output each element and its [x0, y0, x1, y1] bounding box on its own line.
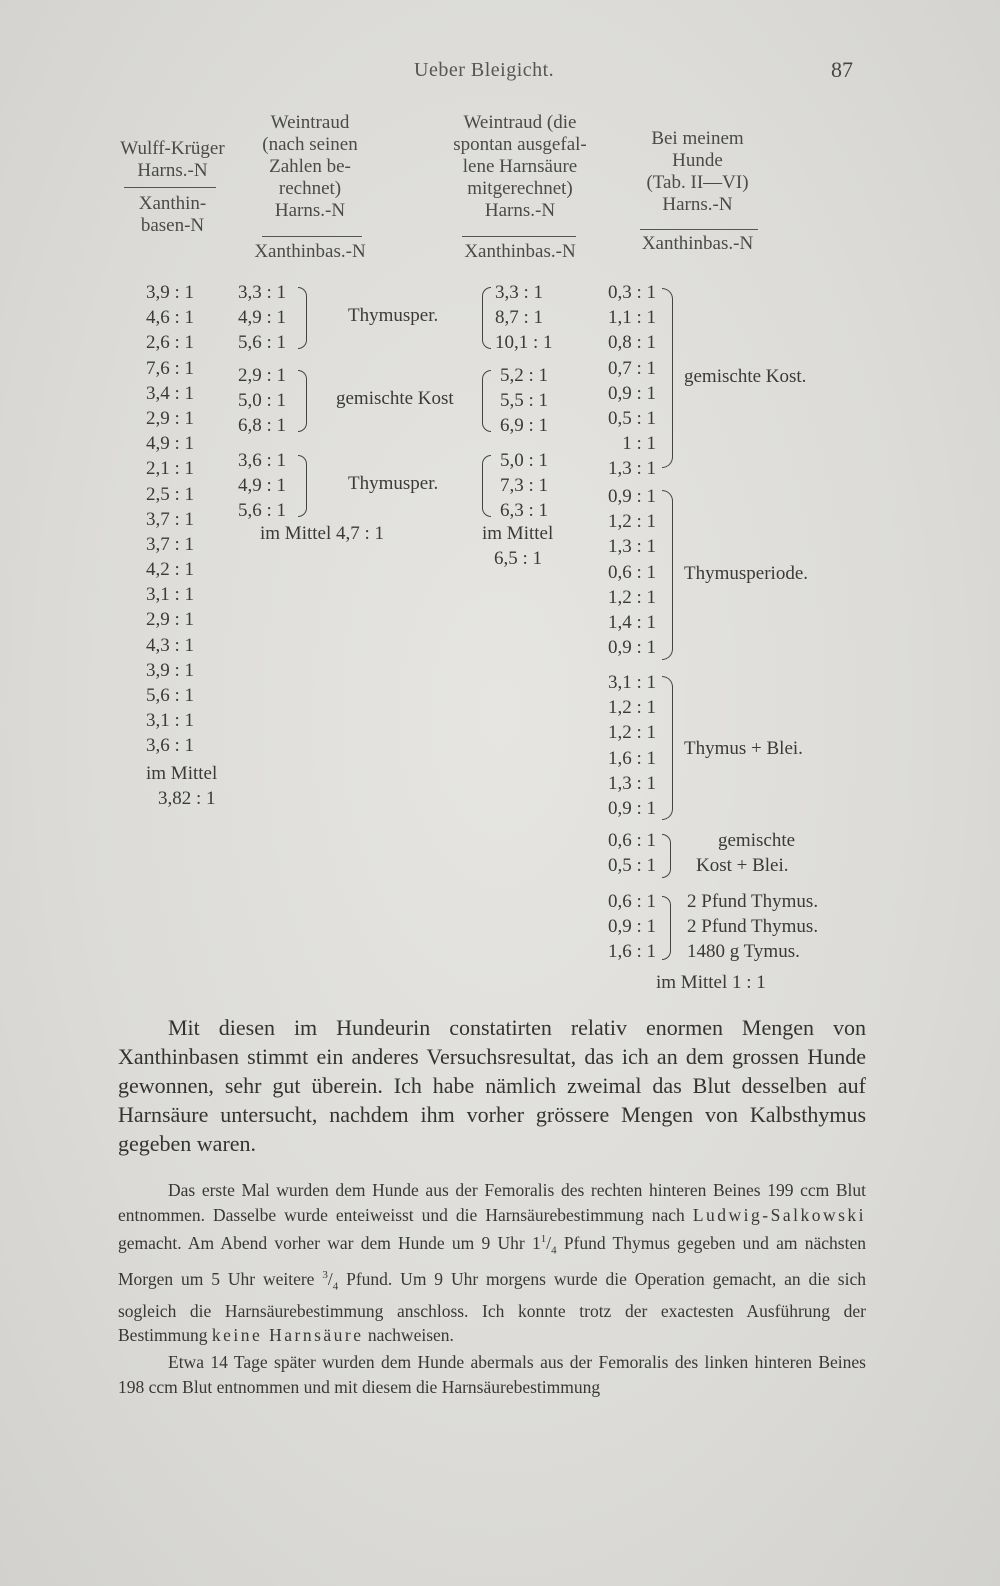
- col4-group-thymusperiode: [594, 484, 656, 660]
- table-cell: 6,9 : 1: [500, 415, 549, 437]
- table-cell: 0,9 : 1: [607, 916, 656, 938]
- table-cell: 0,9 : 1: [607, 486, 656, 507]
- middle-label-thymusper-2: Thymusper.: [348, 473, 439, 494]
- middle-label-thymusper-1: Thymusper.: [348, 305, 439, 326]
- brace-left: [482, 370, 491, 432]
- col3-group-3: [500, 448, 548, 524]
- table-cell: 4,9 : 1: [146, 433, 195, 455]
- table-cell: 7,6 : 1: [146, 357, 195, 379]
- col2-header: Weintraud (nach seinen Zahlen be- rechnet) Harns.-N: [262, 112, 358, 221]
- table-cell: 0,9 : 1: [607, 382, 656, 404]
- col3-mean-label: im Mittel: [482, 523, 554, 544]
- col1-mean-value: 3,82 : 1: [158, 788, 216, 809]
- table-cell: 3,7 : 1: [146, 533, 195, 555]
- col3-mean-value: 6,5 : 1: [494, 548, 543, 569]
- col4-group-thymus-blei: [594, 670, 656, 821]
- col3-group-2: [500, 363, 548, 439]
- table-cell: 3,3 : 1: [495, 282, 544, 303]
- table-cell: 0,6 : 1: [607, 830, 656, 851]
- col2-group-3: [238, 448, 286, 524]
- col4-group-gemischte-kost: [594, 280, 656, 482]
- table-cell: 4,9 : 1: [238, 475, 287, 497]
- middle-label-gemischte-kost: gemischte Kost: [336, 388, 454, 409]
- small-paragraph-1: Das erste Mal wurden dem Hunde aus der Femoralis des rechten hinteren Beines 199 ccm Blut entnommen. Dasselbe wurde enteiweisst und die Harnsäurebestimmung nach Ludwig-Salkowski gemacht. Am Abend vorher war dem Hunde um 9 Uhr $1^1/_4$ Pfund Thymus gegeben und am nächsten Morgen um 5 Uhr weitere $^3/_4$ Pfund. Um 9 Uhr morgens wurde die Operation gemacht, an die sich sogleich die Harnsäurebestimmung anschloss. Ich konnte trotz der exactesten Ausführung der Bestimmung keine Harnsäure nachweisen.: [118, 1180, 867, 1346]
- table-cell: 2,6 : 1: [146, 332, 195, 354]
- table-cell: 6,3 : 1: [500, 500, 549, 522]
- col4-header-denominator: Xanthinbas.-N: [641, 233, 754, 254]
- col3-group-1: [495, 280, 553, 356]
- col1-values: [146, 280, 194, 759]
- table-cell: 5,6 : 1: [238, 332, 287, 354]
- brace-right: [298, 370, 307, 432]
- table-cell: 1480 g Tymus.: [687, 941, 800, 963]
- table-cell: 1,4 : 1: [607, 611, 656, 633]
- brace-right: [298, 287, 307, 349]
- table-cell: 6,8 : 1: [238, 415, 287, 437]
- table-cell: 4,6 : 1: [146, 307, 195, 329]
- table-cell: 1,2 : 1: [607, 722, 656, 744]
- table-cell: 2,9 : 1: [146, 609, 195, 631]
- col4-mean: im Mittel 1 : 1: [656, 972, 766, 993]
- table-cell: 3,6 : 1: [238, 450, 287, 471]
- table-cell: 2,1 : 1: [146, 458, 195, 480]
- table-cell: 0,6 : 1: [607, 561, 656, 583]
- table-cell: 5,5 : 1: [500, 390, 549, 412]
- table-cell: 1,3 : 1: [607, 458, 656, 480]
- table-cell: 3,9 : 1: [146, 659, 195, 681]
- body-paragraph: Mit diesen im Hundeurin constatirten relativ enormen Mengen von Xanthinbasen stimmt ein anderes Versuchsresultat, das ich an dem grossen Hunde gewonnen, sehr gut überein. Ich habe nämlich zweimal das Blut desselben auf Harnsäure untersucht, nachdem ihm vorher grössere Mengen von Kalbsthymus gegeben waren.: [118, 1015, 866, 1156]
- col3-fraction-rule: [462, 236, 576, 237]
- table-cell: 4,9 : 1: [238, 307, 287, 329]
- table-cell: 3,1 : 1: [146, 584, 195, 606]
- table-cell: 0,7 : 1: [607, 357, 656, 379]
- table-cell: 2 Pfund Thymus.: [687, 916, 819, 938]
- table-cell: 1,2 : 1: [607, 586, 656, 608]
- table-cell: 1,6 : 1: [607, 941, 656, 963]
- table-cell: 5,2 : 1: [500, 365, 549, 386]
- table-cell: 3,1 : 1: [146, 710, 195, 732]
- col4-label-thymusperiode: Thymusperiode.: [684, 563, 809, 584]
- table-cell: 3,3 : 1: [238, 282, 287, 303]
- brace-right: [662, 490, 673, 660]
- col4-label-gemischte-kost: gemischte Kost.: [684, 366, 807, 387]
- col4-label-kost-blei-1: gemischte: [718, 830, 796, 851]
- table-cell: 0,6 : 1: [607, 891, 656, 912]
- brace-right: [662, 896, 671, 960]
- table-cell: 5,6 : 1: [238, 500, 287, 522]
- col2-mean: im Mittel 4,7 : 1: [260, 523, 385, 544]
- col4-header: Bei meinem Hunde (Tab. II—VI) Harns.-N: [646, 128, 749, 215]
- col2-group-2: [238, 363, 286, 439]
- table-cell: 4,3 : 1: [146, 634, 195, 656]
- table-cell: 0,5 : 1: [607, 855, 656, 877]
- col1-header: Wulff-Krüger Harns.-N: [120, 138, 225, 181]
- col2-fraction-rule: [262, 236, 362, 237]
- table-cell: 5,0 : 1: [500, 450, 549, 471]
- table-cell: 2 Pfund Thymus.: [687, 891, 819, 912]
- table-cell: 0,9 : 1: [607, 797, 656, 819]
- table-cell: 7,3 : 1: [500, 475, 549, 497]
- table-cell: 2,5 : 1: [146, 483, 195, 505]
- col1-header-denominator: Xanthin- basen-N: [138, 193, 207, 236]
- table-cell: 4,2 : 1: [146, 559, 195, 581]
- table-cell: 0,5 : 1: [607, 407, 656, 429]
- table-cell: 1,3 : 1: [607, 536, 656, 558]
- brace-left: [482, 455, 491, 517]
- table-cell: 1,3 : 1: [607, 772, 656, 794]
- table-cell: 2,9 : 1: [238, 365, 287, 386]
- col3-header-denominator: Xanthinbas.-N: [464, 241, 576, 262]
- table-cell: 8,7 : 1: [495, 307, 544, 329]
- table-cell: 3,9 : 1: [146, 282, 195, 303]
- table-cell: 10,1 : 1: [495, 332, 553, 354]
- col4-fraction-rule: [640, 229, 758, 230]
- table-cell: 1,6 : 1: [607, 747, 656, 769]
- table-cell: 2,9 : 1: [146, 407, 195, 429]
- brace-right: [662, 288, 673, 468]
- table-cell: 0,9 : 1: [607, 637, 656, 659]
- table-cell: 1,2 : 1: [607, 511, 656, 533]
- col1-fraction-rule: [124, 187, 216, 188]
- col4-pfund-labels: [687, 889, 818, 965]
- brace-right: [662, 834, 671, 878]
- small-paragraph-2: Etwa 14 Tage später wurden dem Hunde abermals aus der Femoralis des linken hinteren Beines 198 ccm Blut entnommen und mit diesem die Harnsäurebestimmung: [118, 1352, 866, 1397]
- table-cell: 0,3 : 1: [607, 282, 656, 303]
- table-cell: 1 : 1: [622, 433, 656, 455]
- table-cell: 3,4 : 1: [146, 382, 195, 404]
- table-cell: 5,0 : 1: [238, 390, 287, 412]
- col4-label-kost-blei-2: Kost + Blei.: [696, 855, 789, 876]
- col4-group-pfund-thymus: [594, 889, 656, 965]
- table-cell: 1,1 : 1: [607, 307, 656, 329]
- table-cell: 0,8 : 1: [607, 332, 656, 354]
- col4-label-thymus-blei: Thymus + Blei.: [684, 738, 803, 759]
- col2-group-1: [238, 280, 286, 356]
- page-number: 87: [831, 57, 853, 82]
- brace-right: [298, 455, 307, 517]
- brace-right: [662, 676, 673, 820]
- col2-header-denominator: Xanthinbas.-N: [254, 241, 366, 262]
- brace-left: [482, 287, 491, 349]
- table-cell: 3,6 : 1: [146, 735, 195, 757]
- table-cell: 3,7 : 1: [146, 508, 195, 530]
- table-cell: 1,2 : 1: [607, 697, 656, 719]
- col4-group-kost-blei: [594, 828, 656, 878]
- table-cell: 5,6 : 1: [146, 685, 195, 706]
- col1-mean-label: im Mittel: [146, 763, 218, 784]
- col3-header: Weintraud (die spontan ausgefal- lene Harnsäure mitgerechnet) Harns.-N: [453, 112, 587, 221]
- table-cell: 3,1 : 1: [607, 672, 656, 693]
- running-title: Ueber Bleigicht.: [414, 59, 555, 81]
